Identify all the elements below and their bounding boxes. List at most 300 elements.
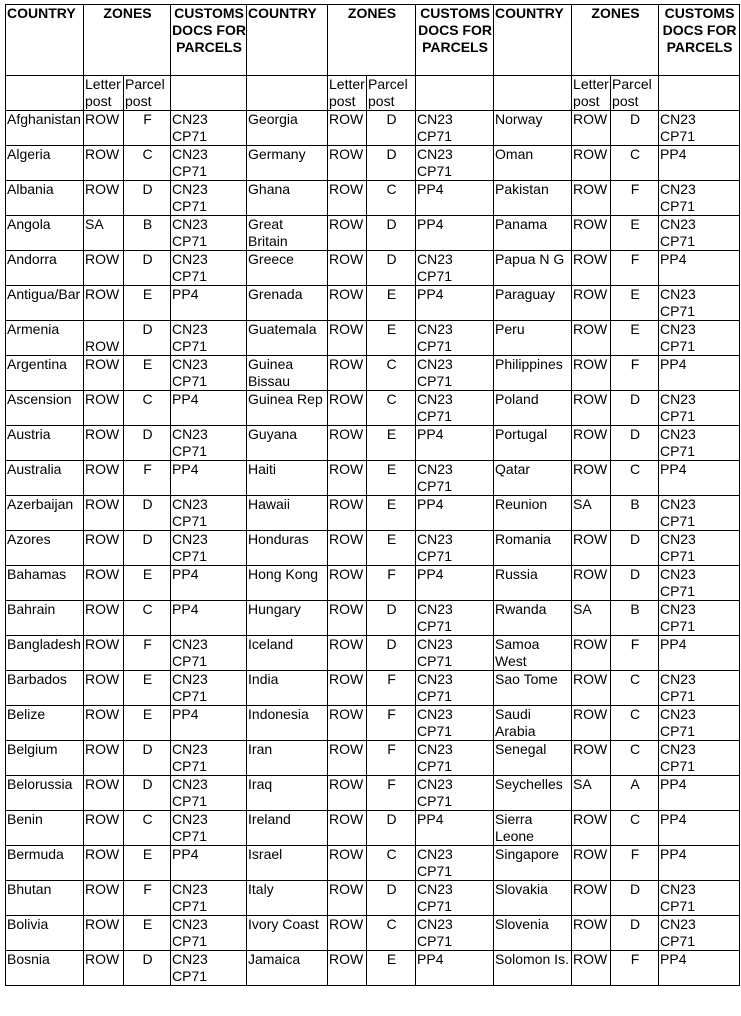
cell-line: ROW bbox=[573, 741, 608, 757]
cell-line: D bbox=[142, 321, 153, 337]
cell-line: CP71 bbox=[172, 898, 208, 914]
cell-line: F bbox=[387, 671, 396, 687]
cell-line: D bbox=[142, 951, 153, 967]
customs-docs-cell bbox=[171, 671, 247, 706]
country-cell bbox=[494, 146, 572, 181]
cell-line: CP71 bbox=[172, 268, 208, 284]
cell-line: CP71 bbox=[660, 933, 696, 949]
country-cell bbox=[247, 461, 328, 496]
cell-line: E bbox=[142, 356, 153, 372]
parcel-post-zone bbox=[367, 496, 416, 531]
cell-line: Solomon Is. bbox=[495, 951, 569, 967]
cell-line: ROW bbox=[573, 251, 608, 267]
letter-post-zone bbox=[572, 881, 611, 916]
cell-line: ROW bbox=[573, 916, 608, 932]
country-cell bbox=[494, 776, 572, 811]
cell-line: ROW bbox=[573, 216, 608, 232]
cell-line: ROW bbox=[329, 636, 364, 652]
customs-docs-cell bbox=[416, 251, 494, 286]
parcel-post-header: Parcel post bbox=[124, 76, 171, 111]
country-cell bbox=[494, 496, 572, 531]
cell-line: F bbox=[630, 251, 640, 267]
cell-line: CP71 bbox=[172, 688, 208, 704]
customs-docs-cell bbox=[659, 461, 740, 496]
customs-docs-cell bbox=[171, 706, 247, 741]
letter-post-zone bbox=[572, 426, 611, 461]
cell-line: CP71 bbox=[660, 128, 696, 144]
cell-line: CP71 bbox=[417, 338, 453, 354]
cell-line: Slovenia bbox=[495, 916, 549, 932]
cell-line: CN23 bbox=[417, 846, 453, 862]
table-row bbox=[6, 636, 740, 671]
parcel-post-zone bbox=[367, 531, 416, 566]
parcel-post-zone bbox=[611, 321, 659, 356]
cell-line: Armenia bbox=[7, 321, 60, 337]
cell-line: PP4 bbox=[172, 601, 199, 617]
cell-line: B bbox=[142, 216, 153, 232]
cell-line: Israel bbox=[248, 846, 283, 862]
parcel-post-zone bbox=[124, 321, 171, 356]
cell-line: C bbox=[629, 741, 641, 757]
country-cell bbox=[494, 321, 572, 356]
letter-post-zone bbox=[572, 846, 611, 881]
parcel-post-zone bbox=[124, 461, 171, 496]
cell-line: CN23 bbox=[660, 496, 696, 512]
country-cell bbox=[6, 111, 84, 146]
customs-docs-cell bbox=[171, 426, 247, 461]
parcel-post-zone bbox=[611, 461, 659, 496]
cell-line: SA bbox=[573, 776, 592, 792]
cell-line: ROW bbox=[573, 426, 608, 442]
customs-docs-cell bbox=[659, 251, 740, 286]
letter-post-zone bbox=[328, 216, 367, 251]
cell-line: D bbox=[386, 146, 397, 162]
cell-line: ROW bbox=[573, 181, 608, 197]
country-cell bbox=[247, 111, 328, 146]
country-cell bbox=[494, 916, 572, 951]
customs-docs-cell bbox=[171, 286, 247, 321]
letter-post-zone bbox=[84, 181, 124, 216]
cell-line: Bhutan bbox=[7, 881, 52, 897]
cell-line: D bbox=[142, 426, 153, 442]
country-cell bbox=[6, 881, 84, 916]
letter-post-zone bbox=[328, 951, 367, 986]
cell-line: ROW bbox=[329, 461, 364, 477]
cell-line: Albania bbox=[7, 181, 54, 197]
letter-post-zone bbox=[328, 636, 367, 671]
cell-line: CP71 bbox=[417, 653, 453, 669]
country-cell bbox=[6, 671, 84, 706]
country-cell bbox=[247, 776, 328, 811]
cell-line: Arabia bbox=[495, 723, 536, 739]
table-row bbox=[6, 111, 740, 146]
cell-line: ROW bbox=[329, 846, 364, 862]
cell-line: CN23 bbox=[660, 916, 696, 932]
cell-line: CP71 bbox=[172, 758, 208, 774]
country-cell bbox=[247, 951, 328, 986]
cell-line: E bbox=[142, 846, 153, 862]
country-cell bbox=[247, 566, 328, 601]
letter-post-zone bbox=[84, 426, 124, 461]
customs-docs-cell bbox=[659, 776, 740, 811]
cell-line: E bbox=[386, 531, 397, 547]
country-cell bbox=[6, 181, 84, 216]
letter-post-zone bbox=[328, 181, 367, 216]
cell-line: CP71 bbox=[172, 443, 208, 459]
blank-cell bbox=[494, 76, 572, 111]
table-row bbox=[6, 811, 740, 846]
cell-line: C bbox=[142, 601, 153, 617]
country-cell bbox=[247, 496, 328, 531]
cell-line: E bbox=[142, 916, 153, 932]
cell-line: ROW bbox=[329, 741, 364, 757]
parcel-post-zone bbox=[124, 776, 171, 811]
parcel-post-zone bbox=[611, 846, 659, 881]
cell-line: D bbox=[629, 916, 641, 932]
table-row bbox=[6, 461, 740, 496]
cell-line: CN23 bbox=[660, 391, 696, 407]
cell-line: F bbox=[143, 636, 152, 652]
cell-line: PP4 bbox=[417, 566, 444, 582]
cell-line: ROW bbox=[573, 146, 608, 162]
parcel-post-zone bbox=[611, 636, 659, 671]
cell-line: C bbox=[386, 391, 397, 407]
cell-line: Italy bbox=[248, 881, 274, 897]
blank-cell bbox=[171, 76, 247, 111]
customs-docs-cell bbox=[659, 916, 740, 951]
letter-post-zone bbox=[84, 566, 124, 601]
cell-line: ROW bbox=[573, 111, 608, 127]
cell-line: E bbox=[386, 951, 397, 967]
cell-line: C bbox=[629, 706, 641, 722]
cell-line: PP4 bbox=[172, 706, 199, 722]
country-cell bbox=[247, 916, 328, 951]
cell-line: Panama bbox=[495, 216, 548, 232]
customs-docs-cell bbox=[659, 951, 740, 986]
customs-docs-cell bbox=[171, 321, 247, 356]
parcel-post-zone bbox=[367, 321, 416, 356]
letter-post-zone bbox=[328, 741, 367, 776]
cell-line: F bbox=[630, 846, 640, 862]
cell-line: CN23 bbox=[172, 181, 208, 197]
cell-line: CN23 bbox=[417, 636, 453, 652]
parcel-post-zone bbox=[124, 286, 171, 321]
cell-line: CP71 bbox=[417, 478, 453, 494]
country-cell bbox=[494, 216, 572, 251]
customs-docs-cell bbox=[416, 951, 494, 986]
customs-docs-cell bbox=[416, 881, 494, 916]
cell-line: D bbox=[142, 251, 153, 267]
customs-docs-cell bbox=[416, 321, 494, 356]
country-cell bbox=[247, 846, 328, 881]
cell-line: ROW bbox=[85, 846, 120, 862]
cell-line: Belorussia bbox=[7, 776, 73, 792]
customs-docs-cell bbox=[659, 181, 740, 216]
table-row bbox=[6, 951, 740, 986]
cell-line: Paraguay bbox=[495, 286, 555, 302]
cell-line: PP4 bbox=[417, 286, 444, 302]
cell-line: Guinea Rep bbox=[248, 391, 323, 407]
country-cell bbox=[247, 426, 328, 461]
parcel-post-zone bbox=[367, 706, 416, 741]
cell-line: E bbox=[142, 706, 153, 722]
cell-line: CN23 bbox=[660, 601, 696, 617]
parcel-post-zone bbox=[367, 741, 416, 776]
country-header: COUNTRY bbox=[247, 5, 328, 76]
cell-line: PP4 bbox=[660, 776, 687, 792]
cell-line: Romania bbox=[495, 531, 552, 547]
table-row bbox=[6, 321, 740, 356]
cell-line: E bbox=[386, 426, 397, 442]
cell-line: PP4 bbox=[660, 636, 687, 652]
cell-line: E bbox=[386, 496, 397, 512]
cell-line: Singapore bbox=[495, 846, 559, 862]
cell-line: Afghanistan bbox=[7, 111, 81, 127]
cell-line: ROW bbox=[85, 391, 120, 407]
letter-post-zone bbox=[84, 776, 124, 811]
cell-line: CN23 bbox=[660, 881, 696, 897]
customs-docs-cell bbox=[171, 601, 247, 636]
customs-docs-cell bbox=[659, 496, 740, 531]
country-cell bbox=[494, 251, 572, 286]
table-row bbox=[6, 881, 740, 916]
cell-line: CP71 bbox=[660, 198, 696, 214]
customs-docs-cell bbox=[171, 951, 247, 986]
cell-line: CP71 bbox=[660, 303, 696, 319]
cell-line: Indonesia bbox=[248, 706, 309, 722]
parcel-post-zone bbox=[611, 251, 659, 286]
letter-post-zone bbox=[328, 286, 367, 321]
cell-line: CN23 bbox=[417, 776, 453, 792]
cell-line: CP71 bbox=[172, 653, 208, 669]
cell-line: CP71 bbox=[172, 793, 208, 809]
letter-post-header: Letter post bbox=[84, 76, 124, 111]
cell-line: ROW bbox=[573, 951, 608, 967]
cell-line: CP71 bbox=[172, 128, 208, 144]
cell-line: India bbox=[248, 671, 279, 687]
cell-line: Guyana bbox=[248, 426, 298, 442]
cell-line: PP4 bbox=[660, 846, 687, 862]
customs-docs-cell bbox=[659, 531, 740, 566]
cell-line: Argentina bbox=[7, 356, 67, 372]
cell-line: C bbox=[629, 671, 641, 687]
cell-line: Iceland bbox=[248, 636, 294, 652]
cell-line: Iran bbox=[248, 741, 273, 757]
postal-zones-table bbox=[5, 4, 740, 986]
letter-post-zone bbox=[572, 391, 611, 426]
customs-docs-cell bbox=[416, 566, 494, 601]
letter-post-zone bbox=[84, 496, 124, 531]
letter-post-zone bbox=[328, 321, 367, 356]
country-cell bbox=[247, 811, 328, 846]
cell-line: CN23 bbox=[417, 111, 453, 127]
cell-line: B bbox=[630, 496, 640, 512]
cell-line: F bbox=[387, 706, 396, 722]
cell-line: CN23 bbox=[172, 671, 208, 687]
cell-line: F bbox=[630, 356, 640, 372]
country-cell bbox=[494, 391, 572, 426]
country-cell bbox=[494, 671, 572, 706]
cell-line: ROW bbox=[329, 881, 364, 897]
country-cell bbox=[247, 881, 328, 916]
cell-line: ROW bbox=[329, 706, 364, 722]
country-cell bbox=[494, 601, 572, 636]
country-cell bbox=[247, 636, 328, 671]
country-cell bbox=[6, 426, 84, 461]
cell-line: ROW bbox=[573, 566, 608, 582]
cell-line: PP4 bbox=[417, 181, 444, 197]
cell-line: Australia bbox=[7, 461, 62, 477]
cell-line: CN23 bbox=[172, 881, 208, 897]
cell-line: ROW bbox=[85, 636, 120, 652]
parcel-post-zone bbox=[367, 951, 416, 986]
cell-line: PP4 bbox=[172, 461, 199, 477]
letter-post-zone bbox=[328, 356, 367, 391]
cell-line: Andorra bbox=[7, 251, 57, 267]
cell-line: D bbox=[386, 216, 397, 232]
cell-line: ROW bbox=[85, 881, 120, 897]
country-cell bbox=[6, 951, 84, 986]
letter-post-zone bbox=[84, 706, 124, 741]
cell-line: ROW bbox=[329, 811, 364, 827]
customs-docs-cell bbox=[171, 496, 247, 531]
cell-line: ROW bbox=[85, 916, 120, 932]
cell-line: CP71 bbox=[660, 898, 696, 914]
parcel-post-zone bbox=[367, 111, 416, 146]
parcel-post-zone bbox=[124, 181, 171, 216]
customs-docs-cell bbox=[659, 356, 740, 391]
cell-line: C bbox=[629, 811, 641, 827]
letter-post-zone bbox=[572, 671, 611, 706]
cell-line: Portugal bbox=[495, 426, 548, 442]
cell-line: CN23 bbox=[172, 636, 208, 652]
cell-line: ROW bbox=[85, 181, 120, 197]
table-row bbox=[6, 181, 740, 216]
cell-line: ROW bbox=[573, 391, 608, 407]
cell-line: Haiti bbox=[248, 461, 277, 477]
cell-line: D bbox=[629, 391, 641, 407]
parcel-post-zone bbox=[611, 496, 659, 531]
cell-line: ROW bbox=[573, 461, 608, 477]
country-cell bbox=[6, 776, 84, 811]
cell-line: F bbox=[630, 951, 640, 967]
country-cell bbox=[6, 321, 84, 356]
country-cell bbox=[247, 146, 328, 181]
subheader-row bbox=[6, 76, 740, 111]
letter-post-zone bbox=[572, 461, 611, 496]
cell-line: ROW bbox=[329, 531, 364, 547]
cell-line: Germany bbox=[248, 146, 306, 162]
letter-post-zone bbox=[328, 496, 367, 531]
cell-line: CN23 bbox=[172, 111, 208, 127]
cell-line: Azerbaijan bbox=[7, 496, 74, 512]
cell-line: Rwanda bbox=[495, 601, 547, 617]
cell-line: ROW bbox=[85, 356, 120, 372]
cell-line: CN23 bbox=[660, 671, 696, 687]
country-cell bbox=[6, 811, 84, 846]
cell-line: CN23 bbox=[172, 776, 208, 792]
cell-line: PP4 bbox=[417, 496, 444, 512]
parcel-post-zone bbox=[611, 566, 659, 601]
cell-line: CN23 bbox=[660, 286, 696, 302]
parcel-post-zone bbox=[124, 111, 171, 146]
parcel-post-zone bbox=[367, 881, 416, 916]
customs-docs-cell bbox=[171, 391, 247, 426]
letter-post-zone bbox=[328, 531, 367, 566]
customs-docs-cell bbox=[171, 776, 247, 811]
letter-post-zone bbox=[328, 811, 367, 846]
cell-line: D bbox=[629, 566, 641, 582]
country-cell bbox=[247, 181, 328, 216]
parcel-post-zone bbox=[124, 216, 171, 251]
letter-post-zone bbox=[572, 356, 611, 391]
cell-line: CN23 bbox=[417, 391, 453, 407]
table-row bbox=[6, 846, 740, 881]
customs-docs-cell bbox=[659, 741, 740, 776]
letter-post-zone bbox=[328, 566, 367, 601]
customs-docs-cell bbox=[416, 671, 494, 706]
customs-docs-cell bbox=[171, 881, 247, 916]
parcel-post-zone bbox=[124, 951, 171, 986]
parcel-post-zone bbox=[367, 601, 416, 636]
letter-post-zone bbox=[84, 671, 124, 706]
blank-cell bbox=[659, 76, 740, 111]
letter-post-zone bbox=[84, 951, 124, 986]
cell-line: CP71 bbox=[417, 408, 453, 424]
customs-docs-cell bbox=[416, 706, 494, 741]
table-body bbox=[6, 111, 740, 986]
country-cell bbox=[6, 566, 84, 601]
cell-line: ROW bbox=[329, 286, 364, 302]
letter-post-zone bbox=[328, 111, 367, 146]
parcel-post-zone bbox=[367, 181, 416, 216]
cell-line: ROW bbox=[85, 146, 120, 162]
parcel-post-zone bbox=[611, 426, 659, 461]
cell-line: PP4 bbox=[417, 426, 444, 442]
country-cell bbox=[6, 286, 84, 321]
cell-line: ROW bbox=[85, 111, 120, 127]
table-row bbox=[6, 916, 740, 951]
parcel-post-zone bbox=[124, 636, 171, 671]
cell-line: Guatemala bbox=[248, 321, 317, 337]
cell-line: CP71 bbox=[660, 513, 696, 529]
cell-line: ROW bbox=[573, 846, 608, 862]
customs-docs-cell bbox=[171, 251, 247, 286]
cell-line: PP4 bbox=[417, 811, 444, 827]
letter-post-header: Letter post bbox=[329, 76, 365, 109]
cell-line: CP71 bbox=[172, 548, 208, 564]
cell-line: ROW bbox=[573, 671, 608, 687]
customs-docs-cell bbox=[171, 566, 247, 601]
cell-line: ROW bbox=[329, 566, 364, 582]
cell-line: ROW bbox=[329, 146, 364, 162]
parcel-post-zone bbox=[367, 566, 416, 601]
parcel-post-zone bbox=[124, 741, 171, 776]
cell-line: CN23 bbox=[660, 741, 696, 757]
cell-line: Leone bbox=[495, 828, 534, 844]
cell-line: D bbox=[629, 426, 641, 442]
table-row bbox=[6, 146, 740, 181]
letter-post-zone bbox=[84, 286, 124, 321]
letter-post-zone bbox=[84, 531, 124, 566]
parcel-post-zone bbox=[124, 601, 171, 636]
letter-post-zone bbox=[572, 811, 611, 846]
cell-line: F bbox=[143, 881, 152, 897]
parcel-post-zone bbox=[124, 531, 171, 566]
cell-line: PP4 bbox=[660, 951, 687, 967]
cell-line: Norway bbox=[495, 111, 543, 127]
cell-line: ROW bbox=[85, 951, 120, 967]
